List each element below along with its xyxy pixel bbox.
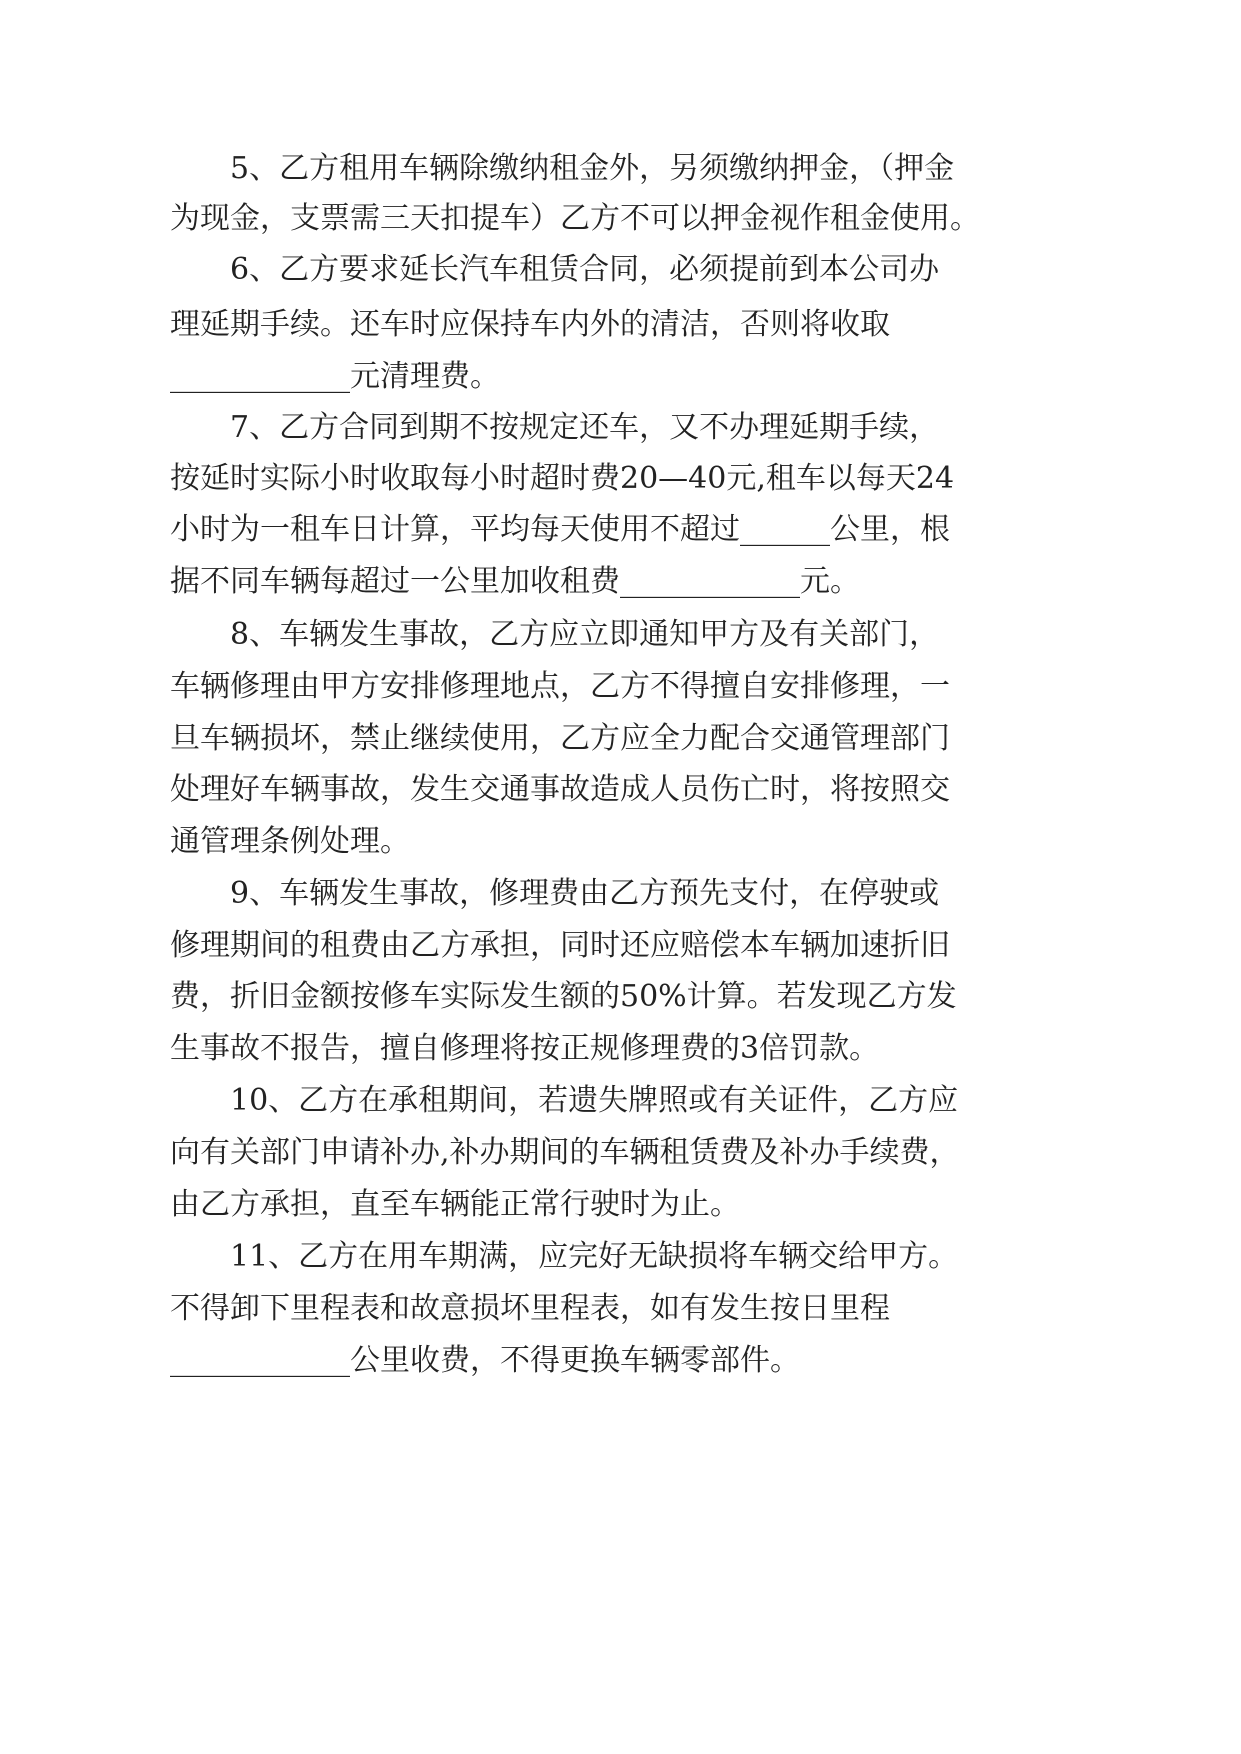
paragraph-8-line-5: 通管理条例处理。 [170, 824, 410, 859]
paragraph-7-line-3: 小时为一租车日计算，平均每天使用不超过______公里，根 [170, 512, 950, 547]
paragraph-7-line-2: 按延时实际小时收取每小时超时费20—40元,租车以每天24 [170, 461, 955, 496]
paragraph-11-line-2: 不得卸下里程表和故意损坏里程表，如有发生按日里程 [170, 1291, 890, 1326]
paragraph-7-line-1: 7、乙方合同到期不按规定还车，又不办理延期手续， [230, 410, 940, 445]
paragraph-8-line-1: 8、车辆发生事故，乙方应立即通知甲方及有关部门， [230, 617, 940, 652]
paragraph-8-line-2: 车辆修理由甲方安排修理地点，乙方不得擅自安排修理，一 [170, 669, 950, 704]
paragraph-10-line-3: 由乙方承担，直至车辆能正常行驶时为止。 [170, 1187, 740, 1222]
paragraph-6-line-3: ____________元清理费。 [170, 359, 500, 394]
paragraph-9-line-2: 修理期间的租费由乙方承担，同时还应赔偿本车辆加速折旧 [170, 928, 950, 963]
paragraph-8-line-4: 处理好车辆事故，发生交通事故造成人员伤亡时，将按照交 [170, 772, 950, 807]
paragraph-10-line-1: 10、乙方在承租期间，若遗失牌照或有关证件，乙方应 [230, 1083, 959, 1118]
paragraph-9-line-3: 费，折旧金额按修车实际发生额的50%计算。若发现乙方发 [170, 979, 957, 1014]
paragraph-6-line-2: 理延期手续。还车时应保持车内外的清洁，否则将收取 [170, 307, 890, 342]
paragraph-5-line-2: 为现金，支票需三天扣提车）乙方不可以押金视作租金使用。 [170, 201, 980, 236]
paragraph-7-line-4: 据不同车辆每超过一公里加收租费____________元。 [170, 564, 860, 599]
paragraph-9-line-4: 生事故不报告，擅自修理将按正规修理费的3倍罚款。 [170, 1031, 880, 1066]
paragraph-11-line-1: 11、乙方在用车期满，应完好无缺损将车辆交给甲方。 [230, 1239, 959, 1274]
paragraph-5-line-1: 5、乙方租用车辆除缴纳租金外，另须缴纳押金，（押金 [230, 151, 955, 186]
paragraph-9-line-1: 9、车辆发生事故，修理费由乙方预先支付，在停驶或 [230, 876, 940, 911]
paragraph-11-line-3: ____________公里收费，不得更换车辆零部件。 [170, 1343, 800, 1378]
paragraph-6-line-1: 6、乙方要求延长汽车租赁合同，必须提前到本公司办 [230, 252, 940, 287]
paragraph-10-line-2: 向有关部门申请补办,补办期间的车辆租赁费及补办手续费， [170, 1135, 960, 1170]
paragraph-8-line-3: 旦车辆损坏，禁止继续使用，乙方应全力配合交通管理部门 [170, 721, 950, 756]
